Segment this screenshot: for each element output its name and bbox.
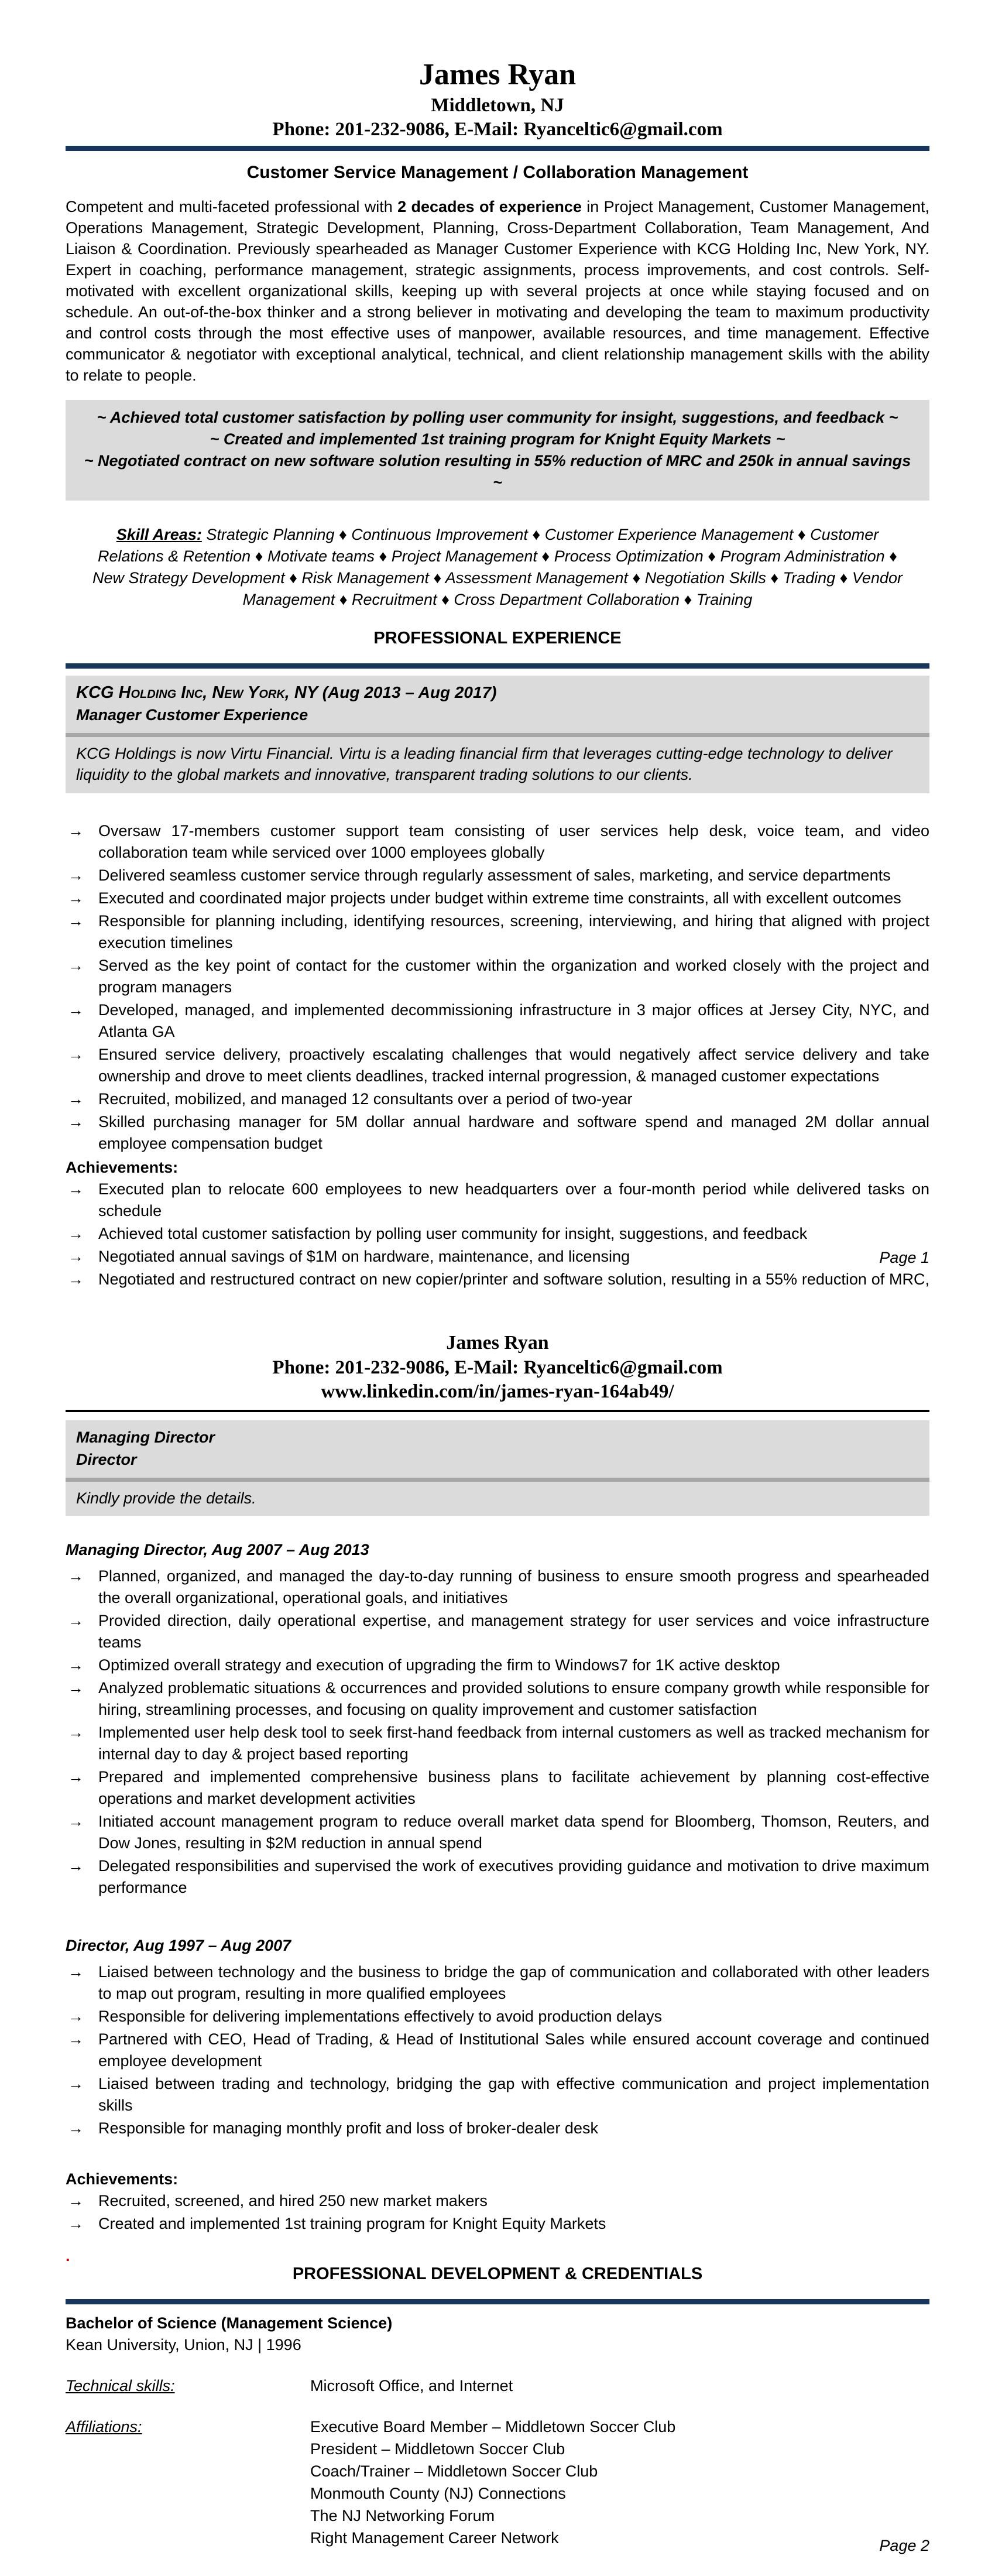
job-bullet (66, 999, 929, 1043)
company-note: KCG Holdings is now Virtu Financial. Virtu is a leading financial firm that leverages cutting-edge technology to deliver liquidity to the global markets and innovative, transparent trading solutions to our clients. (76, 745, 893, 784)
role-bullet (66, 1855, 929, 1899)
candidate-name: James Ryan (418, 58, 577, 91)
affiliation-item: The NJ Networking Forum (310, 2507, 495, 2525)
highlight-line: ~ Achieved total customer satisfaction by polling user community for insight, suggestions, and feedback ~ (97, 409, 898, 426)
pending-roles-box (66, 1420, 929, 1516)
technical-skills-row (66, 2375, 929, 2397)
arrow-bullet-icon: → (68, 957, 84, 975)
achievement-bullet (66, 1246, 929, 1268)
arrow-bullet-icon: → (68, 1656, 84, 1674)
arrow-bullet-icon: → (68, 1612, 84, 1629)
professional-summary (66, 196, 929, 386)
bullet-text: Ensured service delivery, proactively escalating challenges that would negatively affect service delivery and take ownership and drove to meet clients deadlines, tracked internal progression, & managed customer expectations (98, 1046, 929, 1085)
bullet-text: Executed and coordinated major projects under budget within extreme time constraints, all with excellent outcomes (98, 889, 901, 907)
page-number: Page 2 (879, 2537, 929, 2554)
highlight-line: ~ Created and implemented 1st training program for Knight Equity Markets ~ (210, 430, 785, 448)
achievement-bullet (66, 2213, 929, 2235)
candidate-contact: Phone: 201-232-9086, E-Mail: Ryanceltic6@gmail.com (272, 1357, 723, 1378)
job-bullet (66, 1088, 929, 1110)
bullet-text: Achieved total customer satisfaction by polling user community for insight, suggestions, and feedback (98, 1225, 808, 1243)
arrow-bullet-icon: → (68, 1248, 84, 1266)
affiliation-item: Coach/Trainer – Middletown Soccer Club (310, 2462, 598, 2481)
bullet-text: Created and implemented 1st training program for Knight Equity Markets (98, 2215, 606, 2232)
role-heading-managing-director: Managing Director, Aug 2007 – Aug 2013 (66, 1541, 369, 1558)
stray-period-mark: . (66, 2247, 70, 2265)
technical-skills-label: Technical skills: (66, 2377, 175, 2395)
achievement-bullet (66, 1179, 929, 1222)
role-bullet (66, 1654, 929, 1676)
job-bullet (66, 1111, 929, 1155)
role-bullet (66, 1677, 929, 1721)
arrow-bullet-icon: → (68, 822, 84, 840)
job-bullet (66, 888, 929, 909)
affiliation-item: Executive Board Member – Middletown Soccer Club (310, 2418, 676, 2436)
job-company-line (76, 681, 919, 704)
bullet-text: Responsible for planning including, identifying resources, screening, interviewing, and hiring that aligned with project execution timelines (98, 912, 929, 952)
bullet-text: Executed plan to relocate 600 employees to new headquarters over a four-month period while delivered tasks on schedule (98, 1180, 929, 1220)
pending-role-title: Managing Director (76, 1429, 215, 1446)
job-box-separator (66, 1478, 929, 1482)
bullet-text: Initiated account management program to reduce overall market data spend for Bloomberg, Thomson, Reuters, and Dow Jones, resulting in $2M reduction in annual spend (98, 1813, 929, 1852)
affiliations-row (66, 2416, 929, 2549)
bullet-text: Analyzed problematic situations & occurrences and provided solutions to ensure company growth while responsible for hiring, streamlining processes, and focusing on quality improvement and customer satisfaction (98, 1679, 929, 1718)
bullet-text: Negotiated and restructured contract on new copier/printer and software solution, resulting in a 55% reduction of MRC, (98, 1270, 929, 1288)
degree: Bachelor of Science (Management Science) (66, 2314, 393, 2332)
key-highlights-box (66, 400, 929, 501)
role-heading-director: Director, Aug 1997 – Aug 2007 (66, 1937, 291, 1954)
job-bullet (66, 820, 929, 864)
role-bullet (66, 2118, 929, 2139)
pending-role-title: Director (76, 1451, 137, 1468)
role-bullet (66, 1610, 929, 1653)
candidate-contact: Phone: 201-232-9086, E-Mail: Ryanceltic6@gmail.com (272, 119, 723, 140)
achievements-label: Achievements: (66, 2170, 179, 2188)
bullet-text: Served as the key point of contact for the customer within the organization and worked closely with the project and program managers (98, 957, 929, 996)
resume-page-2 (0, 1288, 995, 2576)
arrow-bullet-icon: → (68, 1857, 84, 1875)
bullet-text: Oversaw 17-members customer support team consisting of user services help desk, voice team, and video collaboration team while serviced over 1000 employees globally (98, 822, 929, 862)
pending-note: Kindly provide the details. (76, 1489, 256, 1507)
bullet-text: Negotiated annual savings of $1M on hardware, maintenance, and licensing (98, 1248, 630, 1266)
bullet-text: Implemented user help desk tool to seek first-hand feedback from internal customers as well as tracked mechanism for internal day to day & project based reporting (98, 1724, 929, 1763)
arrow-bullet-icon: → (68, 1225, 84, 1243)
role-bullet (66, 2029, 929, 2072)
affiliation-item: President – Middletown Soccer Club (310, 2440, 565, 2458)
section-divider-rule (66, 2299, 929, 2304)
affiliations-label: Affiliations: (66, 2418, 142, 2436)
arrow-bullet-icon: → (68, 1001, 84, 1019)
bullet-text: Recruited, mobilized, and managed 12 consultants over a period of two-year (98, 1090, 633, 1108)
role-bullet (66, 1566, 929, 1609)
bullet-text: Recruited, screened, and hired 250 new market makers (98, 2192, 488, 2210)
job-head (66, 676, 929, 733)
skill-areas-label: Skill Areas: (116, 526, 202, 543)
bullet-text: Responsible for managing monthly profit and loss of broker-dealer desk (98, 2119, 598, 2137)
bullet-text: Liaised between technology and the business to bridge the gap of communication and collaborated with other leaders to map out program, resulting in more qualified employees (98, 1963, 929, 2002)
page-number: Page 1 (879, 1249, 929, 1266)
achievements-list (66, 1179, 929, 1288)
bullet-text: Responsible for delivering implementations effectively to avoid production delays (98, 2008, 663, 2025)
bullet-text: Developed, managed, and implemented decommissioning infrastructure in 3 major offices at Jersey City, NYC, and Atlanta GA (98, 1001, 929, 1041)
achievements-list (66, 2190, 929, 2235)
bullet-text: Optimized overall strategy and execution of upgrading the firm to Windows7 for 1K active desktop (98, 1656, 780, 1674)
arrow-bullet-icon: → (68, 1270, 84, 1288)
pending-roles-titles (66, 1420, 929, 1478)
job-header-box (66, 676, 929, 793)
job-bullet (66, 1044, 929, 1087)
resume-headline: Customer Service Management / Collaboration Management (246, 163, 749, 182)
role-bullet (66, 1722, 929, 1765)
job-box-separator (66, 733, 929, 737)
skill-areas (66, 524, 929, 611)
arrow-bullet-icon: → (68, 1090, 84, 1108)
affiliation-item: Right Management Career Network (310, 2529, 559, 2547)
job-company: KCG Holding Inc, New York, NY (76, 683, 318, 703)
section-header-professional-experience: PROFESSIONAL EXPERIENCE (373, 629, 622, 648)
summary-text: in Project Management, Customer Management, Operations Management, Strategic Development, Planning, Cross-Department Collaboration, Team Management, And Liaison & Coordination. Previously spearheaded as Manager Customer Experience with KCG Holding Inc, New York, NY. Expert in coaching, performance management, strategic assignments, process improvements, and cost controls. Self-motivated with excellent organizational skills, keeping up with several projects at once while staying focused and on schedule. An out-of-the-box thinker and a strong believer in motivating and developing the team to maximum productivity and control costs through the most effective uses of manpower, available resources, and time management. Effective communicator & negotiator with exceptional analytical, technical, and client relationship management skills with the ability to relate to people. (66, 198, 929, 384)
arrow-bullet-icon: → (68, 2215, 84, 2232)
header-divider-rule (66, 146, 929, 151)
role-bullet (66, 1961, 929, 2005)
bullet-text: Skilled purchasing manager for 5M dollar annual hardware and software spend and managed 2M dollar annual employee compensation budget (98, 1113, 929, 1153)
section-divider-rule (66, 663, 929, 669)
arrow-bullet-icon: → (68, 889, 84, 907)
arrow-bullet-icon: → (68, 2075, 84, 2092)
section-header-professional-development: PROFESSIONAL DEVELOPMENT & CREDENTIALS (292, 2265, 703, 2283)
achievement-bullet (66, 2190, 929, 2212)
achievements-label: Achievements: (66, 1159, 179, 1177)
arrow-bullet-icon: → (68, 1963, 84, 1981)
arrow-bullet-icon: → (68, 1679, 84, 1697)
achievement-bullet (66, 1269, 929, 1288)
arrow-bullet-icon: → (68, 1180, 84, 1198)
role-bullet (66, 2073, 929, 2116)
job-bullet (66, 955, 929, 998)
candidate-linkedin: www.linkedin.com/in/james-ryan-164ab49/ (321, 1381, 674, 1402)
bullet-text: Provided direction, daily operational expertise, and management strategy for user services and voice infrastructure teams (98, 1612, 929, 1651)
job-bullet (66, 865, 929, 886)
header-divider-rule (66, 1410, 929, 1412)
candidate-name: James Ryan (446, 1332, 549, 1354)
arrow-bullet-icon: → (68, 2119, 84, 2137)
achievement-bullet (66, 1223, 929, 1245)
arrow-bullet-icon: → (68, 1046, 84, 1064)
arrow-bullet-icon: → (68, 1768, 84, 1786)
bullet-text: Liaised between trading and technology, bridging the gap with effective communication and project implementation skills (98, 2075, 929, 2114)
role2-bullet-list (66, 1961, 929, 2139)
job-bullet-list (66, 820, 929, 1155)
arrow-bullet-icon: → (68, 2030, 84, 2048)
role1-bullet-list (66, 1566, 929, 1899)
arrow-bullet-icon: → (68, 866, 84, 885)
arrow-bullet-icon: → (68, 1813, 84, 1830)
role-bullet (66, 2006, 929, 2027)
job-dates: (Aug 2013 – Aug 2017) (322, 683, 497, 702)
candidate-location: Middletown, NJ (431, 95, 564, 116)
arrow-bullet-icon: → (68, 912, 84, 930)
arrow-bullet-icon: → (68, 1113, 84, 1131)
highlight-line: ~ Negotiated contract on new software solution resulting in 55% reduction of MRC and 250k in annual savings ~ (84, 452, 911, 491)
arrow-bullet-icon: → (68, 1567, 84, 1585)
bullet-text: Partnered with CEO, Head of Trading, & Head of Institutional Sales while ensured account coverage and continued employee development (98, 2030, 929, 2070)
bullet-text: Prepared and implemented comprehensive business plans to facilitate achievement by planning cost-effective operations and market development activities (98, 1768, 929, 1807)
affiliations-list (310, 2416, 929, 2549)
job-role: Manager Customer Experience (76, 706, 308, 724)
affiliation-item: Monmouth County (NJ) Connections (310, 2485, 566, 2503)
arrow-bullet-icon: → (68, 1724, 84, 1741)
arrow-bullet-icon: → (68, 2192, 84, 2210)
technical-skills-value: Microsoft Office, and Internet (310, 2377, 513, 2395)
bullet-text: Planned, organized, and managed the day-to-day running of business to ensure smooth progress and spearheaded the overall organizational, operational goals, and initiatives (98, 1567, 929, 1606)
bullet-text: Delegated responsibilities and supervised the work of executives providing guidance and motivation to drive maximum performance (98, 1857, 929, 1896)
role-bullet (66, 1811, 929, 1854)
bullet-text: Delivered seamless customer service through regularly assessment of sales, marketing, and service departments (98, 866, 891, 885)
role-bullet (66, 1766, 929, 1810)
school: Kean University, Union, NJ | 1996 (66, 2336, 301, 2354)
job-bullet (66, 910, 929, 954)
arrow-bullet-icon: → (68, 2008, 84, 2025)
skill-areas-list: Strategic Planning ♦ Continuous Improvement ♦ Customer Experience Management ♦ Customer Relations & Retention ♦ Motivate teams ♦ Project Management ♦ Process Optimization ♦ Program Administration ♦ New Strategy Development ♦ Risk Management ♦ Assessment Management ♦ Negotiation Skills ♦ Trading ♦ Vendor Management ♦ Recruitment ♦ Cross Department Collaboration ♦ Training (92, 526, 903, 608)
summary-text: Competent and multi-faceted professional with (66, 198, 398, 215)
summary-bold-phrase: 2 decades of experience (397, 198, 582, 215)
